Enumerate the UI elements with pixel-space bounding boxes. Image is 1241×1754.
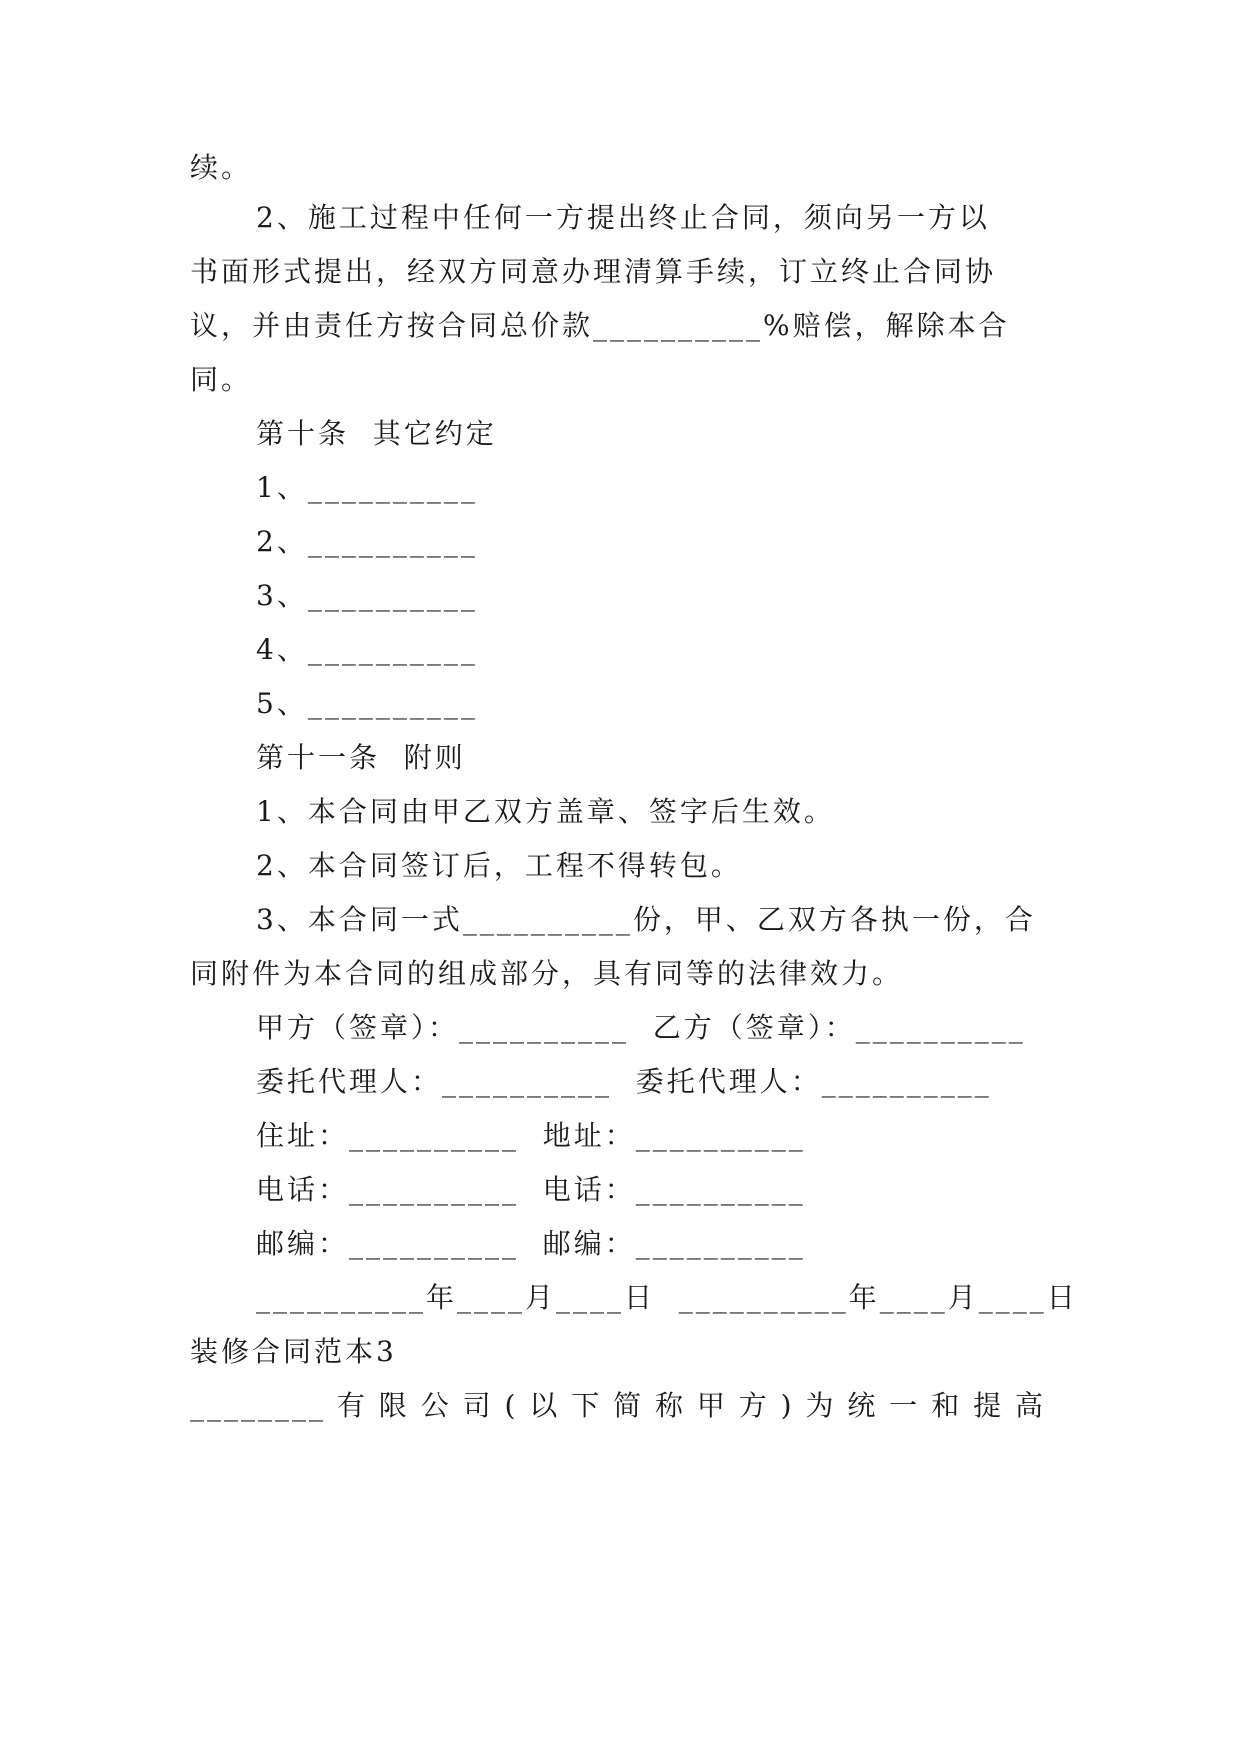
- signature-line: 甲方（签章）：__________ 乙方（签章）：__________: [256, 1011, 1026, 1044]
- paragraph-line: 同。: [190, 363, 253, 396]
- article-11-item: 1、本合同由甲乙双方盖章、签字后生效。: [256, 795, 835, 828]
- paragraph-line: 书面形式提出，经双方同意办理清算手续，订立终止合同协: [190, 255, 997, 288]
- article-11-item: 3、本合同一式__________份，甲、乙双方各执一份，合: [256, 903, 1036, 936]
- article-10-item: 4、__________: [256, 633, 478, 666]
- paragraph-line: 续。: [190, 151, 253, 184]
- article-10-item: 1、__________: [256, 471, 478, 504]
- signature-line: 电话：__________ 电话：__________: [256, 1173, 806, 1206]
- article-11-item: 同附件为本合同的组成部分，具有同等的法律效力。: [190, 957, 904, 990]
- paragraph-line: ________有限公司(以下简称甲方)为统一和提高: [190, 1389, 1046, 1422]
- signature-line: 住址：__________ 地址：__________: [256, 1119, 806, 1152]
- article-10-item: 3、__________: [256, 579, 478, 612]
- signature-line: 邮编：__________ 邮编：__________: [256, 1227, 806, 1260]
- date-line: __________年____月____日 __________年____月____日: [256, 1281, 1078, 1314]
- signature-line: 委托代理人：__________ 委托代理人：__________: [256, 1065, 992, 1098]
- article-11-title: 第十一条 附则: [256, 741, 466, 774]
- article-10-item: 2、__________: [256, 525, 478, 558]
- article-11-item: 2、本合同签订后，工程不得转包。: [256, 849, 742, 882]
- paragraph-line: 议，并由责任方按合同总价款__________%赔偿，解除本合: [190, 309, 1010, 342]
- article-10-item: 5、__________: [256, 687, 478, 720]
- paragraph-line: 2、施工过程中任何一方提出终止合同，须向另一方以: [256, 201, 990, 234]
- section-title: 装修合同范本3: [190, 1335, 397, 1368]
- article-10-title: 第十条 其它约定: [256, 417, 497, 450]
